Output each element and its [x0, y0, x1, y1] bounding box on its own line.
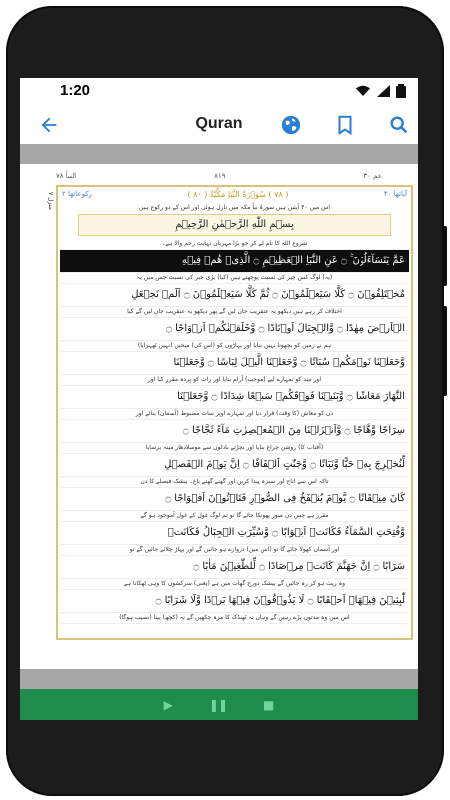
ayat-count: آياتها ۴۰: [383, 190, 407, 198]
translation-line: تاکہ اس سے اناج اور سبزہ پیدا کریں اور گھنے گھنے باغ۔ بیشک فیصلے کا دن: [60, 477, 409, 488]
status-time: 1:20: [60, 82, 91, 99]
pause-icon[interactable]: ❚❚: [208, 697, 227, 712]
surah-heading: [62, 190, 407, 204]
translation-line: (آفتاب کا) روشن چراغ بنایا اور نچڑتے بادلوں سے موسلادھار مینہ برسایا: [60, 443, 409, 454]
page-header: [56, 172, 382, 184]
verse-line[interactable]: عَمَّ يَتَسَآءَلُوۡنَ ۚ ۝ عَنِ النَّبَاِ الۡعَظِيۡمِ ۝ الَّذِىۡ هُمۡ فِيۡهِ: [60, 250, 409, 273]
verse-line[interactable]: الۡاَرۡضَ مِهٰدًا ۝ وَّالۡجِبَالَ اَوۡتَادًا ۝ وَّخَلَقۡنٰكُمۡ اَزۡوَاجًا ۝: [60, 318, 409, 341]
translation-line: مقرر ہے جس دن صور پھونکا جائے گا تو تم لوگ غول کے غول آموجود ہو گے: [60, 511, 409, 522]
margin-note: منزل ۷: [47, 192, 54, 210]
wifi-icon: [355, 85, 371, 97]
translation-line: وہ ریت ہو کر رہ جائیں گے بیشک دوزخ گھات میں ہے (یعنی) سرکشوں کا وہی ٹھکانا ہے: [60, 579, 409, 590]
verse-line[interactable]: مُخۡتَلِفُوۡنَ ۝ كَلَّا سَيَعۡلَمُوۡنَ ۝ ثُمَّ كَلَّا سَيَعۡلَمُوۡنَ ۝ اَلَمۡ نَجۡعَلِ: [60, 284, 409, 307]
surah-title: ( ۷۸ ) سُوۡرَةُ النَّبَاِ مَكِّيَّةٌ ( ۸۰ ): [187, 190, 289, 199]
volume-button: [443, 226, 447, 286]
app-title: Quran: [195, 115, 243, 132]
translation-line: اختلاف کر رہے ہیں دیکھو یہ عنقریب جان لیں گے پھر دیکھو یہ عنقریب جان لیں گے کیا: [60, 307, 409, 318]
app-bar: [20, 106, 418, 145]
globe-icon[interactable]: [280, 114, 302, 136]
verse-line[interactable]: وَّفُتِحَتِ السَّمَآءُ فَكَانَتۡ اَبۡوَابًا ۝ وَّسُيِّرَتِ الۡجِبَالُ فَكَانَتۡ: [60, 522, 409, 545]
stop-icon[interactable]: ■: [263, 697, 275, 712]
page-top-band: [20, 144, 418, 164]
verse-line[interactable]: سَرَابًا ۝ اِنَّ جَهَنَّمَ كَانَتۡ مِرۡصَادًا ۝ لِّلطّٰغِيۡنَ مَاٰبًا ۝: [60, 556, 409, 579]
battery-icon: [396, 84, 406, 98]
translation-line: دن کو معاش (کا وقت) قرار دیا اور تمہارے اوپر سات مضبوط (آسمان) بنائے اور: [60, 409, 409, 420]
page-number: ۸۱۹: [214, 172, 226, 180]
verse-line[interactable]: لِّنُخۡرِجَ بِهٖ حَبًّا وَّنَبَاتًا ۝ وَّجَنّٰتٍ اَلۡفَافًا ۝ اِنَّ يَوۡمَ الۡفَصۡلِ: [60, 454, 409, 477]
bismillah: بِسۡمِ اللّٰهِ الرَّحۡمٰنِ الرَّحِيۡمِ: [78, 214, 391, 236]
verse-line[interactable]: وَّجَعَلۡنَا نَوۡمَكُمۡ سُبَاتًا ۝ وَّجَعَلۡنَا الَّيۡلَ لِبَاسًا ۝ وَّجَعَلۡنَا: [60, 352, 409, 375]
signal-icon: [377, 85, 390, 97]
verse-lines: [60, 239, 409, 624]
translation-line: (یہ) لوگ کس چیز کی نسبت پوچھتے ہیں (کیا) بڑی خبر کی نسبت جس میں یہ: [60, 273, 409, 284]
translation-line: ہم نے زمین کو بچھونا نہیں بنایا اور پہاڑوں کو (اس کی) میخیں (نہیں ٹھہرایا): [60, 341, 409, 352]
play-icon[interactable]: ▶: [163, 697, 173, 712]
verse-line[interactable]: لّٰبِثِيۡنَ فِيۡهَاۤ اَحۡقَابًا ۝ لَا يَذُوۡقُوۡنَ فِيۡهَا بَرۡدًا وَّلَا شَرَابًا ۝: [60, 590, 409, 613]
verse-line[interactable]: النَّهَارَ مَعَاشًا ۝ وَّبَنَيۡنَا فَوۡقَكُمۡ سَبۡعًا شِدَادًا ۝ وَّجَعَلۡنَا: [60, 386, 409, 409]
audio-player-bar: [20, 689, 418, 720]
juz-label: عم ۳۰: [363, 172, 382, 180]
translation-line: شروع اللہ کا نام لے کر جو بڑا مہربان نہایت رحم والا ہے۔: [60, 239, 409, 250]
verse-line[interactable]: سِرَاجًا وَّهَّاجًا ۝ وَّاَنۡزَلۡنَا مِنَ الۡمُعۡصِرٰتِ مَآءً ثَجَّاجًا ۝: [60, 420, 409, 443]
verse-line[interactable]: كَانَ مِيۡقَاتًا ۝ يَّوۡمَ يُنۡفَخُ فِى الصُّوۡرِ فَتَاۡتُوۡنَ اَفۡوَاجًا ۝: [60, 488, 409, 511]
page-frame: [56, 185, 413, 640]
translation-line: اس میں وہ مدتوں پڑے رہیں گے وہاں نہ ٹھنڈک کا مزہ چکھیں گے نہ (کچھ) پینا (نصیب ہوگا): [60, 613, 409, 624]
quran-page[interactable]: [20, 164, 418, 669]
status-area: [0, 0, 450, 99]
surah-info: اس میں ۴۰ آیتیں ہیں سورۂ نبأ مکہ میں نازل ہوئی اور اس کے دو رکوع ہیں: [138, 204, 331, 211]
search-icon[interactable]: [388, 114, 410, 136]
ruku-count: رکوعاتها ۲: [62, 190, 92, 198]
page-bottom-band: [20, 669, 418, 689]
status-icons: [355, 84, 406, 98]
translation-line: اور نیند کو تمہارے لیے (موجب) آرام بنایا اور رات کو پردہ مقرر کیا اور: [60, 375, 409, 386]
surah-header-label: النبأ ۷۸: [56, 172, 77, 180]
power-button: [443, 306, 447, 396]
translation-line: اور آسمان کھولا جائے گا تو (اس میں) دروازے ہو جائیں گے اور پہاڑ چلائے جائیں گے تو: [60, 545, 409, 556]
bookmark-icon[interactable]: [334, 114, 356, 136]
